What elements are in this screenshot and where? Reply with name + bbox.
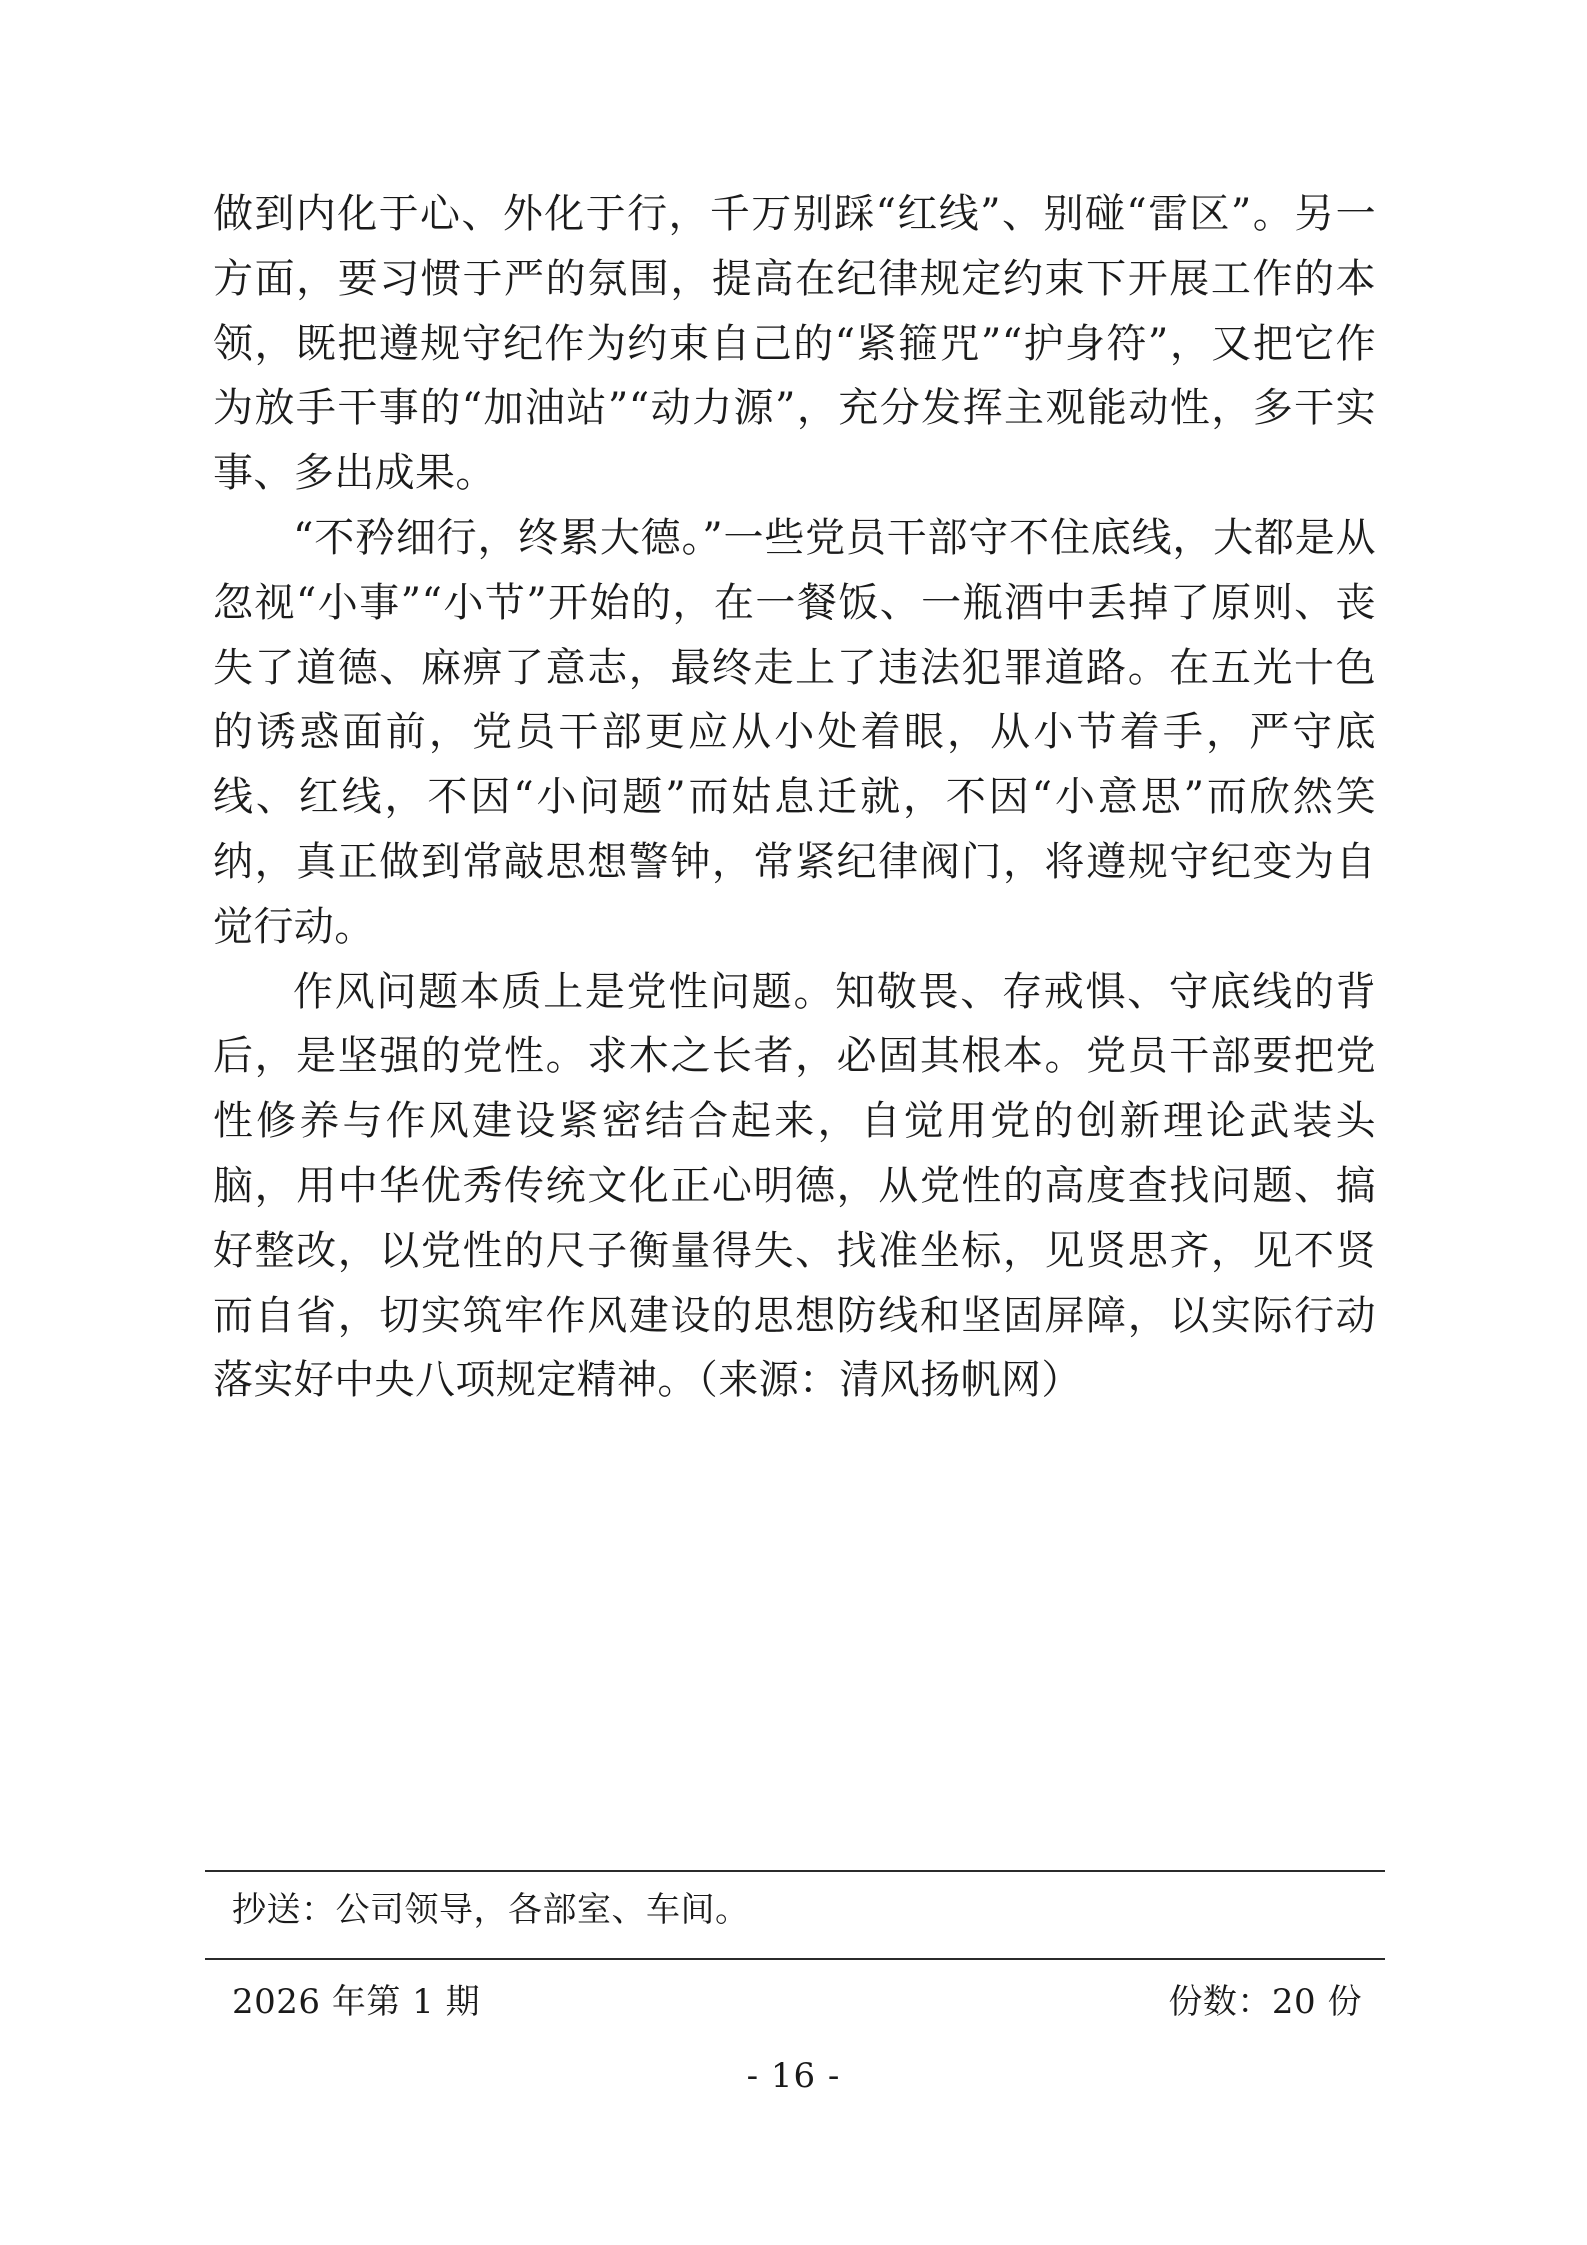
page-number: - 16 - [746,2056,841,2096]
footer-divider-bottom [205,1958,1385,1960]
document-body [213,182,1376,1413]
paragraph-1: 做到内化于心、外化于行，千万别踩“红线”、别碰“雷区”。另一方面，要习惯于严的氛围，提高在纪律规定约束下开展工作的本领，既把遵规守纪作为约束自己的“紧箍咒”“护身符”，又把它作为放手干事的“加油站”“动力源”，充分发挥主观能动性，多干实事、多出成果。 [213,191,1376,497]
footer-cc-line: 抄送：公司领导，各部室、车间。 [232,1890,750,1930]
footer-copies: 份数：20 份 [1168,1982,1362,2022]
paragraph-3: 作风问题本质上是党性问题。知敬畏、存戒惧、守底线的背后，是坚强的党性。求木之长者，必固其根本。党员干部要把党性修养与作风建设紧密结合起来，自觉用党的创新理论武装头脑，用中华优秀传统文化正心明德，从党性的高度查找问题、搞好整改，以党性的尺子衡量得失、找准坐标，见贤思齐，见不贤而自省，切实筑牢作风建设的思想防线和坚固屏障，以实际行动落实好中央八项规定精神。（来源：清风扬帆网） [213,968,1376,1404]
footer-divider-top [205,1870,1385,1872]
footer-meta-row [232,1974,1362,2023]
paragraph-2: “不矜细行，终累大德。”一些党员干部守不住底线，大都是从忽视“小事”“小节”开始的，在一餐饭、一瓶酒中丢掉了原则、丧失了道德、麻痹了意志，最终走上了违法犯罪道路。在五光十色的诱惑面前，党员干部更应从小处着眼，从小节着手，严守底线、红线，不因“小问题”而姑息迁就，不因“小意思”而欣然笑纳，真正做到常敲思想警钟，常紧纪律阀门，将遵规守纪变为自觉行动。 [213,514,1376,950]
footer-issue: 2026 年第 1 期 [232,1982,481,2022]
